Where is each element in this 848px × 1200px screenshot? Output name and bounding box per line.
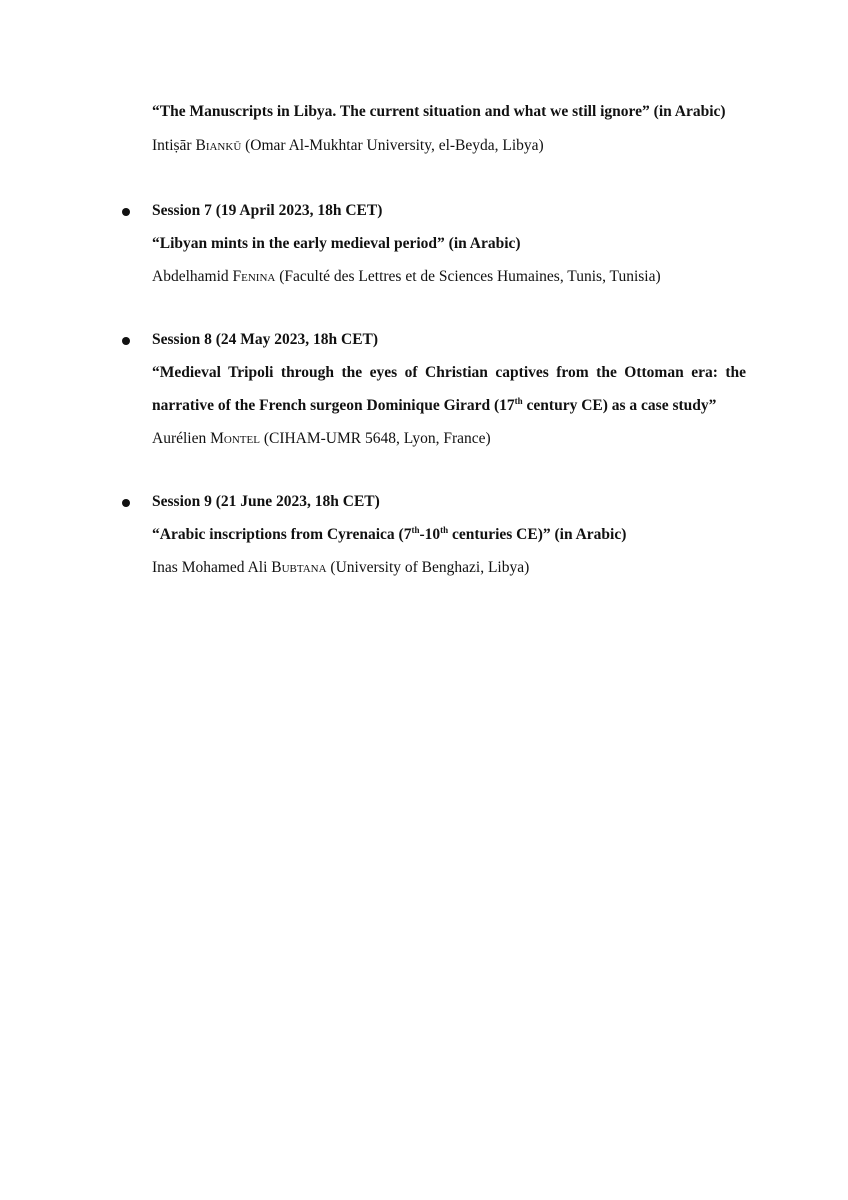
session-9-title-a: “Arabic inscriptions from Cyrenaica (7 (152, 526, 412, 543)
session-8-title-line2-sup: th (514, 395, 523, 406)
top-entry-author-first: Intiṣār (152, 137, 192, 154)
session-8-author-last: Montel (210, 430, 260, 447)
session-7-author-first: Abdelhamid (152, 268, 229, 285)
session-9-author-last: Bubtana (271, 559, 327, 576)
session-7-author-line (152, 267, 752, 287)
session-9-title-b: -10 (419, 526, 441, 543)
session-9-title-sup1: th (411, 524, 420, 535)
top-entry-author-line (152, 136, 752, 156)
session-9-title-sup2: th (440, 524, 449, 535)
session-7 (152, 201, 752, 221)
bullet-icon (122, 208, 130, 216)
top-entry-affiliation: (Omar Al-Mukhtar University, el-Beyda, Libya) (245, 137, 544, 154)
session-7-author-last: Fenina (232, 268, 276, 285)
top-entry (152, 102, 752, 122)
session-7-heading: Session 7 (19 April 2023, 18h CET) (152, 202, 383, 219)
session-8-author-line (152, 429, 752, 449)
session-7-affiliation: (Faculté des Lettres et de Sciences Humaines, Tunis, Tunisia) (279, 268, 661, 285)
session-8-affiliation: (CIHAM-UMR 5648, Lyon, France) (263, 430, 491, 447)
session-8-title-line2-b: century CE) as a case study” (522, 397, 717, 414)
session-8-heading: Session 8 (24 May 2023, 18h CET) (152, 331, 379, 348)
session-8-title-line2-a: narrative of the French surgeon Dominique Girard (17 (152, 397, 515, 414)
session-9-title-c: centuries CE)” (in Arabic) (448, 526, 627, 543)
bullet-icon (122, 337, 130, 345)
session-9-title-block (152, 525, 752, 545)
session-9 (152, 492, 752, 512)
session-7-title-block (152, 234, 752, 254)
session-8-title-line1: “Medieval Tripoli through the eyes of Christian captives from the Ottoman era: the (152, 364, 746, 381)
session-8-title-line2 (152, 396, 752, 416)
session-9-title (152, 525, 752, 545)
session-8-title-line2-block (152, 396, 752, 416)
session-9-author-line (152, 558, 752, 578)
top-entry-author-last: Biankū (195, 137, 242, 154)
session-8 (152, 330, 752, 350)
session-8-title-block (152, 363, 746, 383)
session-9-affiliation: (University of Benghazi, Libya) (330, 559, 530, 576)
session-9-author-first: Inas Mohamed Ali (152, 559, 268, 576)
bullet-icon (122, 499, 130, 507)
session-8-author-first: Aurélien (152, 430, 207, 447)
session-9-heading: Session 9 (21 June 2023, 18h CET) (152, 493, 380, 510)
top-entry-title: “The Manuscripts in Libya. The current situation and what we still ignore” (in Arabic) (152, 103, 726, 120)
session-7-title: “Libyan mints in the early medieval period” (in Arabic) (152, 235, 521, 252)
